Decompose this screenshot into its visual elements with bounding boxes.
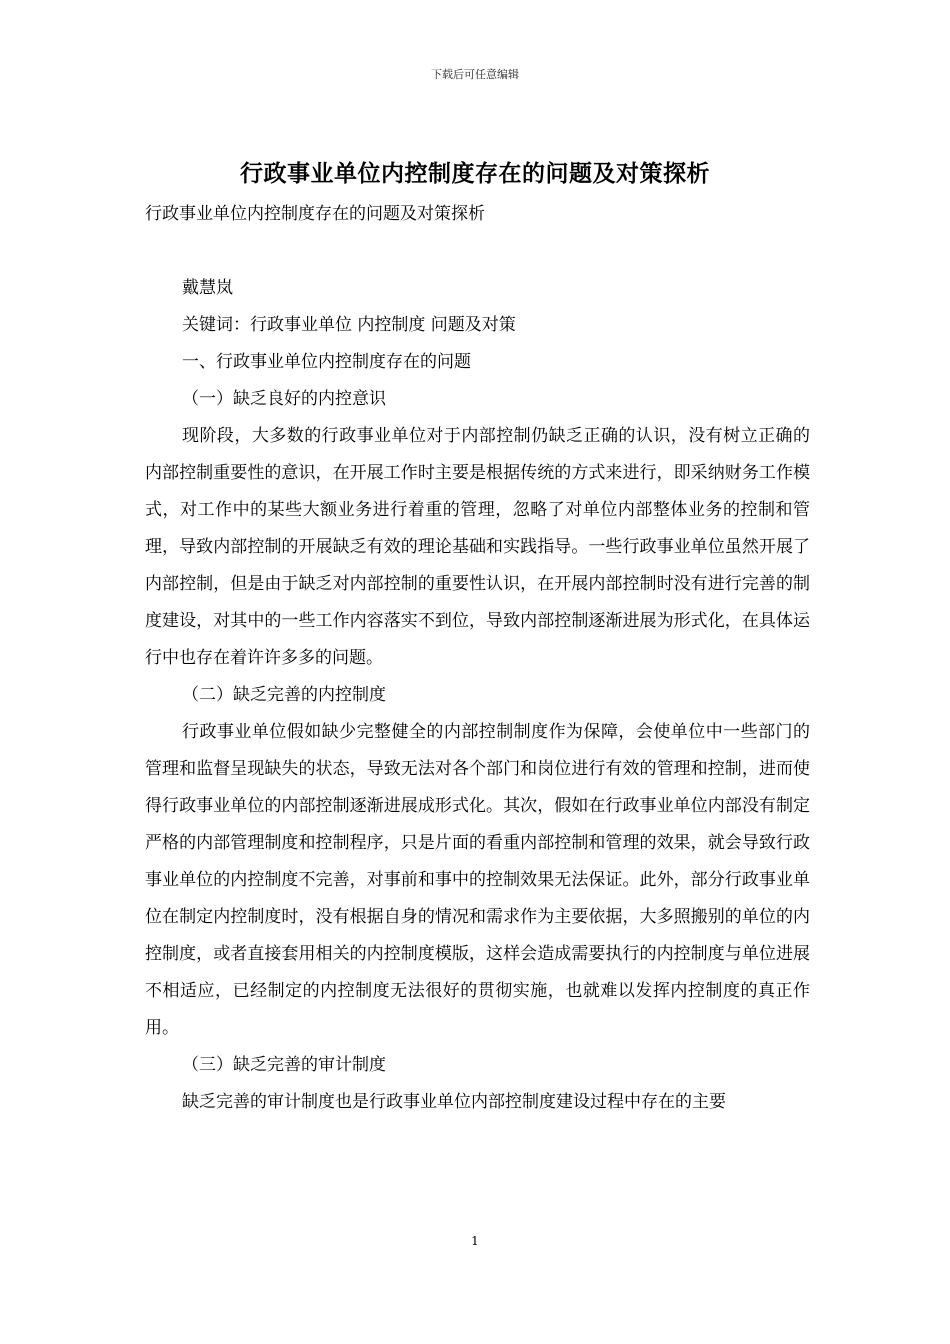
blank-line (145, 233, 810, 270)
document-title: 行政事业单位内控制度存在的问题及对策探析 (240, 160, 710, 187)
body-paragraph: 缺乏完善的审计制度也是行政事业单位内部控制度建设过程中存在的主要 (182, 1092, 726, 1112)
header-note: 下载后可任意编辑 (431, 68, 519, 81)
page-number: 1 (471, 1234, 479, 1248)
body-paragraph: 现阶段，大多数的行政事业单位对于内部控制仍缺乏正确的认识，没有树立正确的内部控制重要性的意识，在开展工作时主要是根据传统的方式来进行，即采纳财务工作模式，对工作中的某些大额业务进行着重的管理，忽略了对单位内部整体业务的控制和管理，导致内部控制的开展缺乏有效的理论基础和实践指导。一些行政事业单位虽然开展了内部控制，但是由于缺乏对内部控制的重要性认识，在开展内部控制时没有进行完善的制度建设，对其中的一些工作内容落实不到位，导致内部控制逐渐进展为形式化，在具体运行中也存在着许许多多的问题。 (145, 426, 810, 668)
keywords-line: 关键词：行政事业单位 内控制度 问题及对策 (182, 315, 516, 335)
section-heading: 一、行政事业单位内控制度存在的问题 (182, 352, 471, 372)
document-subtitle: 行政事业单位内控制度存在的问题及对策探析 (145, 204, 485, 224)
body-paragraph: 行政事业单位假如缺少完整健全的内部控制制度作为保障，会使单位中一些部门的管理和监督呈现缺失的状态，导致无法对各个部门和岗位进行有效的管理和控制，进而使得行政事业单位的内部控制逐渐进展成形式化。其次，假如在行政事业单位内部没有制定严格的内部管理制度和控制程序，只是片面的看重内部控制和管理的效果，就会导致行政事业单位的内控制度不完善，对事前和事中的控制效果无法保证。此外，部分行政事业单位在制定内控制度时，没有根据自身的情况和需求作为主要依据，大多照搬别的单位的内控制度，或者直接套用相关的内控制度模版，这样会造成需要执行的内控制度与单位进展不相适应，已经制定的内控制度无法很好的贯彻实施，也就难以发挥内控制度的真正作用。 (145, 722, 810, 1038)
subsection-heading: （三）缺乏完善的审计制度 (182, 1055, 386, 1075)
author-name: 戴慧岚 (182, 278, 233, 298)
subsection-heading: （一）缺乏良好的内控意识 (182, 389, 386, 409)
subsection-heading: （二）缺乏完善的内控制度 (182, 685, 386, 705)
document-body (145, 196, 810, 1121)
